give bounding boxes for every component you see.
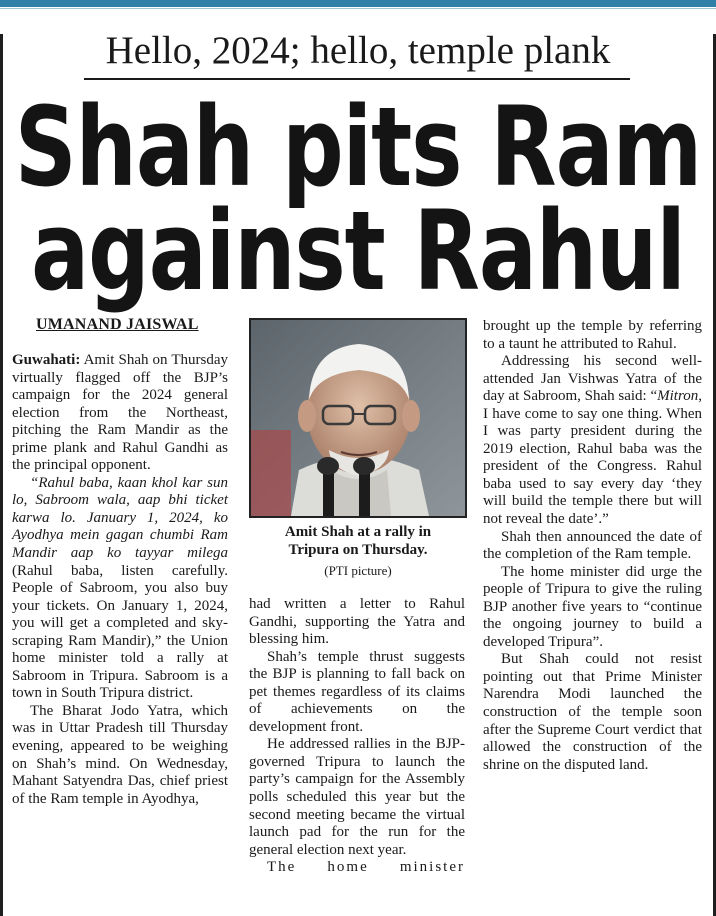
paragraph bbox=[12, 475, 228, 703]
paragraph: He addressed rallies in the BJP-governed Tripura to launch the party’s campaign for the Assembly polls scheduled this year but the second meeting became the virtual launch pad for the run for the general election next year. bbox=[249, 736, 465, 858]
hindi-quote: “Rahul baba, kaan khol kar sun lo, Sabroom wala, aap bhi ticket karwa lo. January 1, 2024, ko Ayodhya mein gagan chumbi Ram Mandir aap ko tayyar milega bbox=[12, 474, 228, 562]
quote-italic: Mitron bbox=[657, 388, 699, 405]
paragraph: The home minister bbox=[267, 859, 465, 876]
caption-line-2: Tripura on Thursday. bbox=[288, 542, 428, 558]
caption-line-1: Amit Shah at a rally in bbox=[284, 524, 432, 540]
paragraph bbox=[12, 352, 228, 475]
paragraph: Shah then announced the date of the completion of the Ram temple. bbox=[483, 528, 702, 563]
paragraph-text: Addressing his second well-attended Jan Vishwas Yatra of the day at Sabroom, Shah said: “ bbox=[483, 353, 702, 405]
paragraph: The Bharat Jodo Yatra, which was in Uttar Pradesh till Thursday evening, appeared to be weighing on Shah’s mind. On Wednesday, Mahant Satyendra Das, chief priest of the Ram temple in Ayodhya, bbox=[12, 702, 228, 807]
top-color-bar bbox=[0, 0, 716, 7]
photo-amit-shah bbox=[249, 318, 467, 518]
photo-credit: (PTI picture) bbox=[324, 563, 392, 578]
kicker-underline bbox=[84, 78, 630, 80]
headline-line-2: against Rahul bbox=[31, 188, 685, 316]
paragraph-text: Amit Shah on Thursday virtually flagged off the BJP’s campaign for the 2024 general election from the Northeast, pitching the Ram Mandir as the prime plank and Rahul Gandhi as the principal opponent. bbox=[12, 352, 228, 474]
column-2 bbox=[249, 596, 465, 877]
column-3 bbox=[483, 318, 702, 774]
paragraph: But Shah could not resist pointing out that Prime Minister Narendra Modi launched the construction of the temple soon after the Supreme Court verdict that allowed the construction of the shrine on the disputed land. bbox=[483, 651, 702, 773]
portrait-illustration bbox=[251, 320, 465, 516]
byline: UMANAND JAISWAL bbox=[36, 316, 199, 333]
paragraph bbox=[483, 353, 702, 528]
paragraph: brought up the temple by referring to a taunt he attributed to Rahul. bbox=[483, 318, 702, 352]
paragraph-text: (Rahul baba, listen carefully. People of Sabroom, you also buy your tickets. On January 1, 2024, you will get a completed and sky-scraping Ram Mandir),” the Union home minister told a rally at Sabroom in Tripura. Sabroom is a town in South Tripura district. bbox=[12, 562, 228, 702]
paragraph: The home minister did urge the people of Tripura to give the ruling BJP another five years to “continue the ongoing journey to build a developed Tripura”. bbox=[483, 563, 702, 650]
photo-caption bbox=[249, 523, 467, 559]
headline-line-1: Shah pits Ram bbox=[14, 84, 702, 212]
column-1 bbox=[12, 352, 228, 808]
paragraph: had written a letter to Rahul Gandhi, supporting the Yatra and blessing him. bbox=[249, 596, 465, 648]
paragraph: Shah’s temple thrust suggests the BJP is planning to fall back on pet themes regardless of its claims of achievements on the development front. bbox=[249, 648, 465, 735]
paragraph-text: , I have come to say one thing. When I was party president during the 2019 election, Rahul baba was the president of the Congress. Rahul baba used to say every day ‘they will build the temple there but will not reveal the date’.” bbox=[483, 388, 703, 528]
top-thin-rule bbox=[0, 8, 716, 9]
dateline: Guwahati: bbox=[12, 352, 81, 368]
kicker-headline: Hello, 2024; hello, temple plank bbox=[105, 29, 611, 72]
